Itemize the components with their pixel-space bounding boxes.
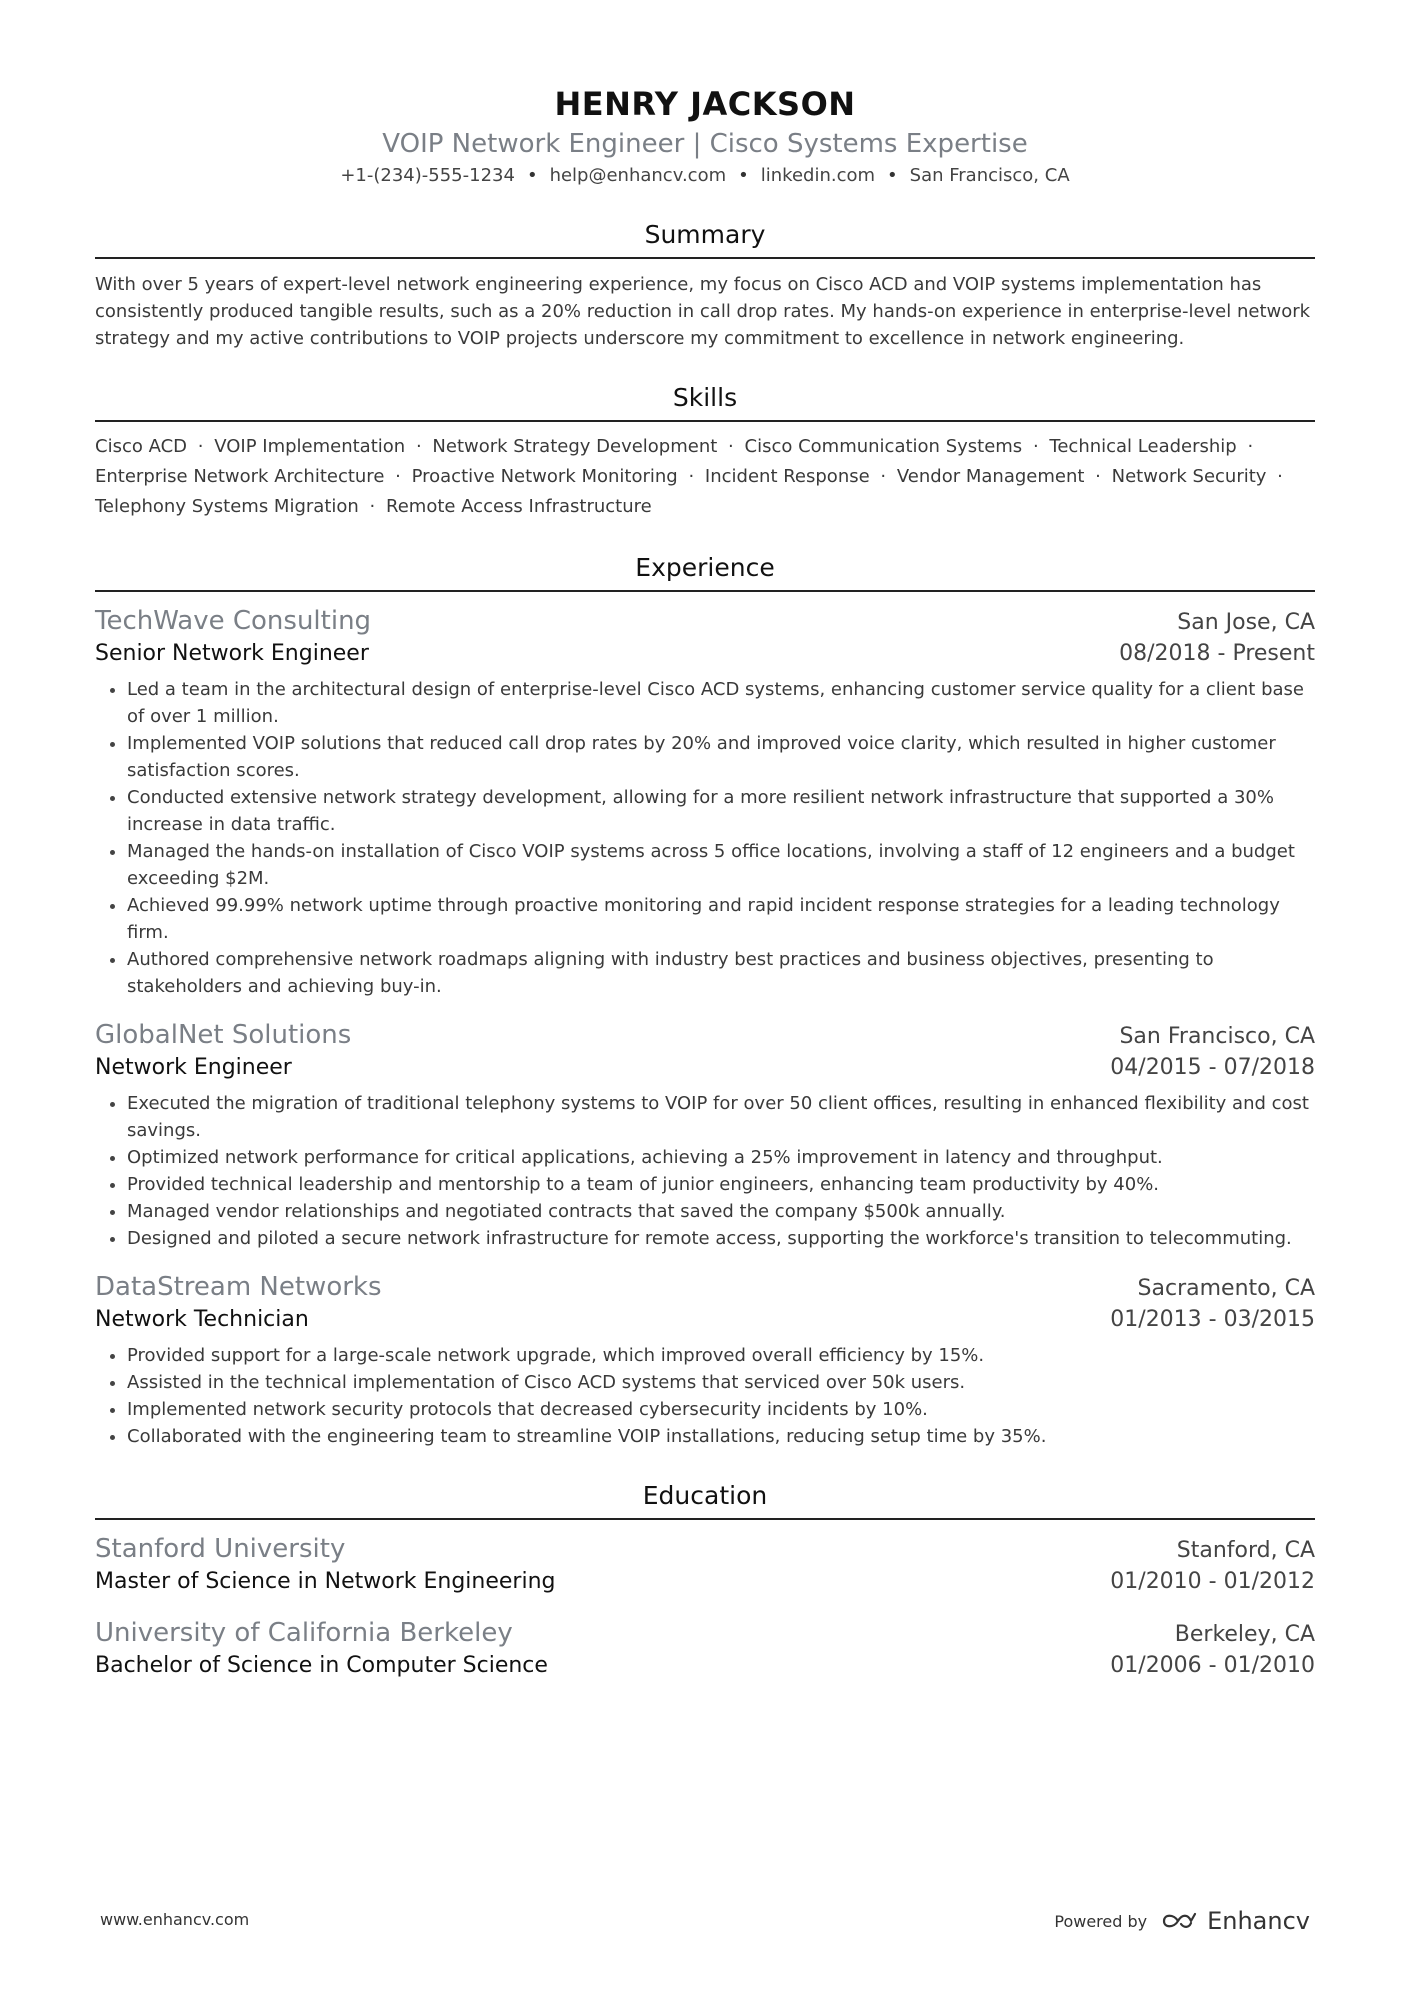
job-dates: 04/2015 - 07/2018	[1110, 1055, 1315, 1080]
education-section	[95, 1480, 1315, 1682]
summary-section	[95, 219, 1315, 352]
skill-separator: ·	[1095, 466, 1101, 487]
skill-item: Telephony Systems Migration	[95, 496, 359, 517]
contact-location: San Francisco, CA	[909, 165, 1070, 186]
contact-separator: •	[887, 165, 898, 186]
skill-separator: ·	[415, 436, 422, 457]
achievement-item: • Optimized network performance for critical applications, achieving a 25% improvement in latency and throughput.	[127, 1144, 1315, 1171]
skill-separator: ·	[197, 436, 204, 457]
achievement-item: • Achieved 99.99% network uptime through proactive monitoring and rapid incident response strategies for a leading technology firm.	[127, 892, 1315, 946]
skill-separator: ·	[1032, 436, 1039, 457]
candidate-title: VOIP Network Engineer | Cisco Systems Expertise	[382, 129, 1028, 159]
powered-by-label: Powered by	[1054, 1911, 1148, 1931]
education-degree-row	[95, 1566, 1315, 1598]
degree-name: Master of Science in Network Engineering	[95, 1569, 556, 1594]
skills-list	[95, 432, 1315, 522]
footer-website[interactable]: www.enhancv.com	[100, 1910, 250, 1929]
achievement-list	[95, 1090, 1315, 1252]
section-title-education: Education	[95, 1480, 1315, 1520]
experience-list	[95, 604, 1315, 1450]
skill-item: Technical Leadership	[1049, 436, 1237, 457]
achievement-list	[95, 1342, 1315, 1450]
skill-separator: ·	[728, 436, 734, 457]
contact-phone: +1-(234)-555-1234	[340, 165, 515, 186]
education-entry	[95, 1532, 1315, 1598]
school-location: Berkeley, CA	[1174, 1622, 1315, 1647]
job-dates: 01/2013 - 03/2015	[1110, 1307, 1315, 1332]
skill-separator: ·	[369, 496, 376, 517]
achievement-item: • Provided support for a large-scale network upgrade, which improved overall efficiency by 15%.	[127, 1342, 1315, 1369]
job-location: San Jose, CA	[1177, 610, 1315, 635]
job-title: Network Technician	[95, 1307, 309, 1332]
enhancv-logo-icon	[1161, 1911, 1199, 1931]
contact-email: help@enhancv.com	[549, 165, 727, 186]
experience-section	[95, 552, 1315, 1450]
education-list	[95, 1532, 1315, 1682]
achievement-item: • Implemented network security protocols that decreased cybersecurity incidents by 10%.	[127, 1396, 1315, 1423]
education-dates: 01/2010 - 01/2012	[1110, 1569, 1315, 1594]
skill-item: Network Strategy Development	[432, 436, 718, 457]
skill-separator: ·	[688, 466, 695, 487]
skill-item: VOIP Implementation	[214, 436, 406, 457]
achievement-item: • Collaborated with the engineering team to streamline VOIP installations, reducing setup time by 35%.	[127, 1423, 1315, 1450]
education-dates: 01/2006 - 01/2010	[1110, 1653, 1315, 1678]
enhancv-brand[interactable]	[1161, 1907, 1310, 1935]
skill-item: Cisco Communication Systems	[744, 436, 1023, 457]
education-entry	[95, 1616, 1315, 1682]
skill-separator: ·	[395, 466, 401, 487]
skill-item: Incident Response	[704, 466, 870, 487]
school-location: Stanford, CA	[1176, 1538, 1315, 1563]
resume-content	[95, 84, 1315, 1682]
skill-item: Remote Access Infrastructure	[386, 496, 652, 517]
experience-header-row	[95, 1270, 1315, 1304]
summary-text: With over 5 years of expert-level network engineering experience, my focus on Cisco ACD and VOIP systems implementation has consistently produced tangible results, such as a 20% reduction in call drop rates. My hands-on experience in enterprise-level network strategy and my active contributions to VOIP projects underscore my commitment to excellence in network engineering.	[95, 274, 1311, 349]
section-title-experience: Experience	[95, 552, 1315, 592]
section-title-skills: Skills	[95, 382, 1315, 422]
skill-separator: ·	[1247, 436, 1254, 457]
skill-item: Enterprise Network Architecture	[95, 466, 385, 487]
resume-header	[95, 84, 1315, 189]
experience-role-row	[95, 1052, 1315, 1084]
experience-role-row	[95, 1304, 1315, 1336]
education-header-row	[95, 1532, 1315, 1566]
experience-entry	[95, 1270, 1315, 1450]
achievement-item: • Managed the hands-on installation of Cisco VOIP systems across 5 office locations, involving a staff of 12 engineers and a budget exceeding $2M.	[127, 838, 1315, 892]
achievement-item: • Provided technical leadership and mentorship to a team of junior engineers, enhancing team productivity by 40%.	[127, 1171, 1315, 1198]
experience-header-row	[95, 604, 1315, 638]
job-location: Sacramento, CA	[1137, 1276, 1315, 1301]
company-name: TechWave Consulting	[95, 606, 372, 636]
job-title: Network Engineer	[95, 1055, 292, 1080]
section-title-summary: Summary	[95, 219, 1315, 259]
achievement-item: • Assisted in the technical implementation of Cisco ACD systems that serviced over 50k users.	[127, 1369, 1315, 1396]
company-name: DataStream Networks	[95, 1272, 382, 1302]
education-header-row	[95, 1616, 1315, 1650]
job-dates: 08/2018 - Present	[1119, 641, 1315, 666]
skill-item: Proactive Network Monitoring	[411, 466, 678, 487]
degree-name: Bachelor of Science in Computer Science	[95, 1653, 548, 1678]
contact-linkedin: linkedin.com	[760, 165, 876, 186]
contact-separator: •	[526, 165, 538, 186]
skill-item: Vendor Management	[896, 466, 1085, 487]
achievement-item: • Conducted extensive network strategy development, allowing for a more resilient network infrastructure that supported a 30% increase in data traffic.	[127, 784, 1315, 838]
skill-separator: ·	[1277, 466, 1283, 487]
skills-section	[95, 382, 1315, 522]
achievement-item: • Executed the migration of traditional telephony systems to VOIP for over 50 client offices, resulting in enhanced flexibility and cost savings.	[127, 1090, 1315, 1144]
footer-branding	[1054, 1907, 1310, 1935]
school-name: University of California Berkeley	[95, 1618, 513, 1648]
education-degree-row	[95, 1650, 1315, 1682]
achievement-list	[95, 676, 1315, 1000]
skill-separator: ·	[880, 466, 887, 487]
experience-header-row	[95, 1018, 1315, 1052]
contact-separator: •	[738, 165, 749, 186]
job-location: San Francisco, CA	[1119, 1024, 1315, 1049]
contact-line	[95, 163, 1315, 189]
experience-entry	[95, 1018, 1315, 1252]
achievement-item: • Designed and piloted a secure network infrastructure for remote access, supporting the workforce's transition to telecommuting.	[127, 1225, 1315, 1252]
achievement-item: • Managed vendor relationships and negotiated contracts that saved the company $500k annually.	[127, 1198, 1315, 1225]
achievement-item: • Implemented VOIP solutions that reduced call drop rates by 20% and improved voice clarity, which resulted in higher customer satisfaction scores.	[127, 730, 1315, 784]
experience-entry	[95, 604, 1315, 1000]
company-name: GlobalNet Solutions	[95, 1020, 352, 1050]
candidate-name: HENRY JACKSON	[554, 85, 856, 123]
skill-item: Cisco ACD	[95, 436, 188, 457]
job-title: Senior Network Engineer	[95, 641, 369, 666]
school-name: Stanford University	[95, 1534, 346, 1564]
brand-name: Enhancv	[1207, 1907, 1310, 1935]
achievement-item: • Led a team in the architectural design of enterprise-level Cisco ACD systems, enhancing customer service quality for a client base of over 1 million.	[127, 676, 1315, 730]
experience-role-row	[95, 638, 1315, 670]
achievement-item: • Authored comprehensive network roadmaps aligning with industry best practices and business objectives, presenting to stakeholders and achieving buy-in.	[127, 946, 1315, 1000]
skill-item: Network Security	[1111, 466, 1267, 487]
